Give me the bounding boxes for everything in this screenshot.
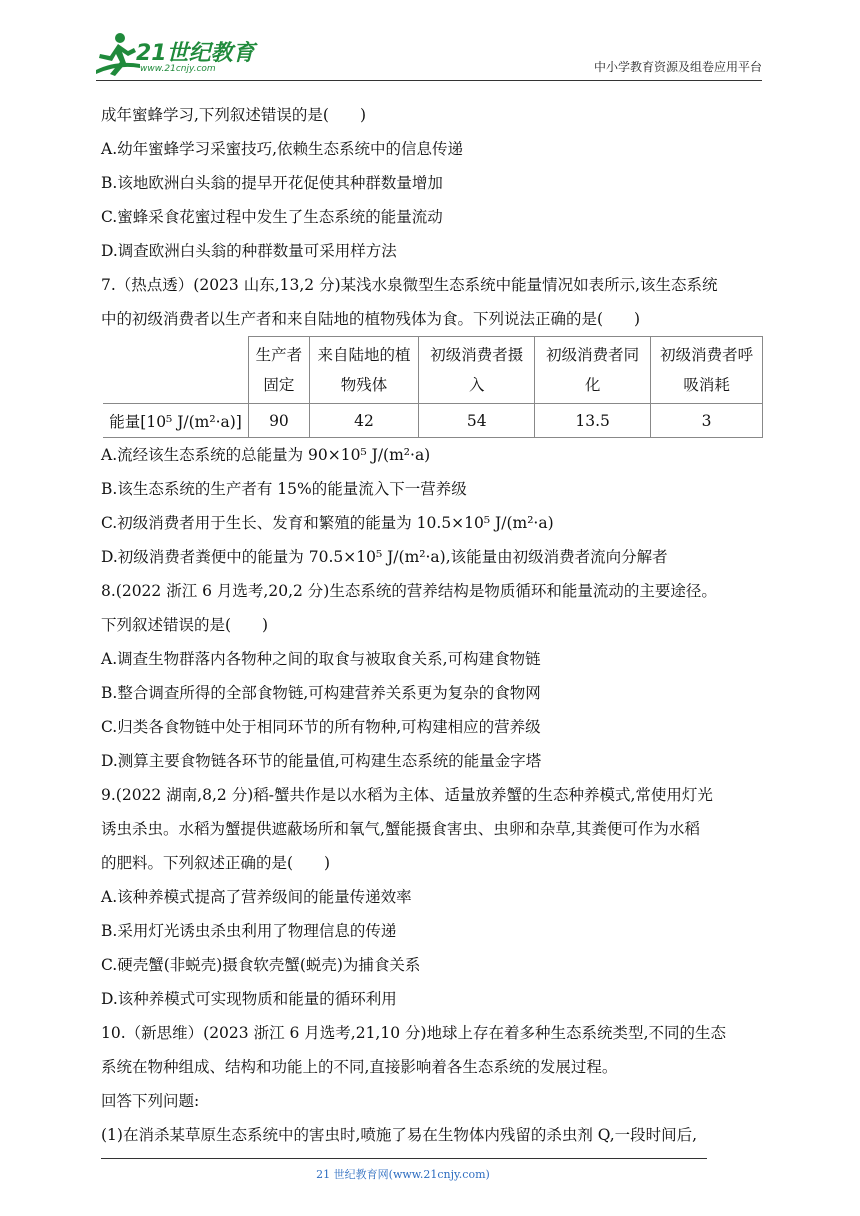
question-9-stem: 的肥料。下列叙述正确的是( ) [101,854,331,872]
table-header-cell: 初级消费者摄入 [419,337,535,404]
option-line: C.初级消费者用于生长、发育和繁殖的能量为 10.5×10⁵ J/(m²·a) [101,514,554,532]
table-header-cell: 初级消费者同化 [535,337,651,404]
logo-url: www.21cnjy.com [140,64,216,74]
question-10-stem: 回答下列问题: [101,1092,200,1110]
table-cell: 54 [419,404,535,438]
runner-logo-icon [96,30,140,78]
option-line: C.归类各食物链中处于相同环节的所有物种,可构建相应的营养级 [101,718,541,736]
question-10-stem: 系统在物种组成、结构和功能上的不同,直接影响着各生态系统的发展过程。 [101,1058,618,1076]
option-line: D.初级消费者粪便中的能量为 70.5×10⁵ J/(m²·a),该能量由初级消费者流向分解者 [101,548,668,566]
footer-divider [101,1158,707,1159]
table-cell: 3 [651,404,763,438]
question-7-stem: 中的初级消费者以生产者和来自陆地的植物残体为食。下列说法正确的是( ) [101,310,641,328]
page-header [0,0,860,90]
option-line: B.采用灯光诱虫杀虫利用了物理信息的传递 [101,922,397,940]
logo-text: 21世纪教育 [136,41,255,66]
question-9-stem: 诱虫杀虫。水稻为蟹提供遮蔽场所和氧气,蟹能摄食害虫、虫卵和杂草,其粪便可作为水稻 [101,820,700,838]
table-header-cell: 生产者固定 [249,337,310,404]
option-line: C.蜜蜂采食花蜜过程中发生了生态系统的能量流动 [101,208,443,226]
option-line: A.幼年蜜蜂学习采蜜技巧,依赖生态系统中的信息传递 [101,140,464,158]
table-cell: 90 [249,404,310,438]
question-8-stem: 8.(2022 浙江 6 月选考,20,2 分)生态系统的营养结构是物质循环和能量流动的主要途径。 [101,582,717,600]
table-header-cell: 初级消费者呼吸消耗 [651,337,763,404]
question-7-stem: 7.（热点透）(2023 山东,13,2 分)某浅水泉微型生态系统中能量情况如表所示,该生态系统 [101,276,718,294]
table-cell: 13.5 [535,404,651,438]
platform-name: 中小学教育资源及组卷应用平台 [593,60,762,74]
energy-table [103,336,763,438]
option-line: A.流经该生态系统的总能量为 90×10⁵ J/(m²·a) [101,446,431,464]
question-8-stem: 下列叙述错误的是( ) [101,616,269,634]
option-line: A.调查生物群落内各物种之间的取食与被取食关系,可构建食物链 [101,650,541,668]
text-line: 成年蜜蜂学习,下列叙述错误的是( ) [101,106,367,124]
page-footer[interactable]: 21 世纪教育网(www.21cnjy.com) [316,1168,490,1181]
table-corner-cell [103,337,249,404]
option-line: C.硬壳蟹(非蜕壳)摄食软壳蟹(蜕壳)为捕食关系 [101,956,421,974]
option-line: A.该种养模式提高了营养级间的能量传递效率 [101,888,412,906]
table-row [103,404,763,438]
question-10-stem: 10.（新思维）(2023 浙江 6 月选考,21,10 分)地球上存在着多种生态系统类型,不同的生态 [101,1024,726,1042]
question-10-part-1: (1)在消杀某草原生态系统中的害虫时,喷施了易在生物体内残留的杀虫剂 Q,一段时间后, [101,1126,698,1144]
option-line: D.该种养模式可实现物质和能量的循环利用 [101,990,397,1008]
table-row-label: 能量[10⁵ J/(m²·a)] [103,404,249,438]
table-header-cell: 来自陆地的植物残体 [309,337,419,404]
option-line: B.该地欧洲白头翁的提早开花促使其种群数量增加 [101,174,443,192]
header-divider [96,80,762,81]
table-cell: 42 [309,404,419,438]
question-content [101,98,767,1152]
option-line: D.测算主要食物链各环节的能量值,可构建生态系统的能量金字塔 [101,752,542,770]
option-line: B.整合调查所得的全部食物链,可构建营养关系更为复杂的食物网 [101,684,541,702]
table-header-row [103,337,763,404]
question-9-stem: 9.(2022 湖南,8,2 分)稻-蟹共作是以水稻为主体、适量放养蟹的生态种养模式,常使用灯光 [101,786,713,804]
option-line: B.该生态系统的生产者有 15%的能量流入下一营养级 [101,480,467,498]
site-logo[interactable] [96,30,266,82]
option-line: D.调查欧洲白头翁的种群数量可采用样方法 [101,242,397,260]
